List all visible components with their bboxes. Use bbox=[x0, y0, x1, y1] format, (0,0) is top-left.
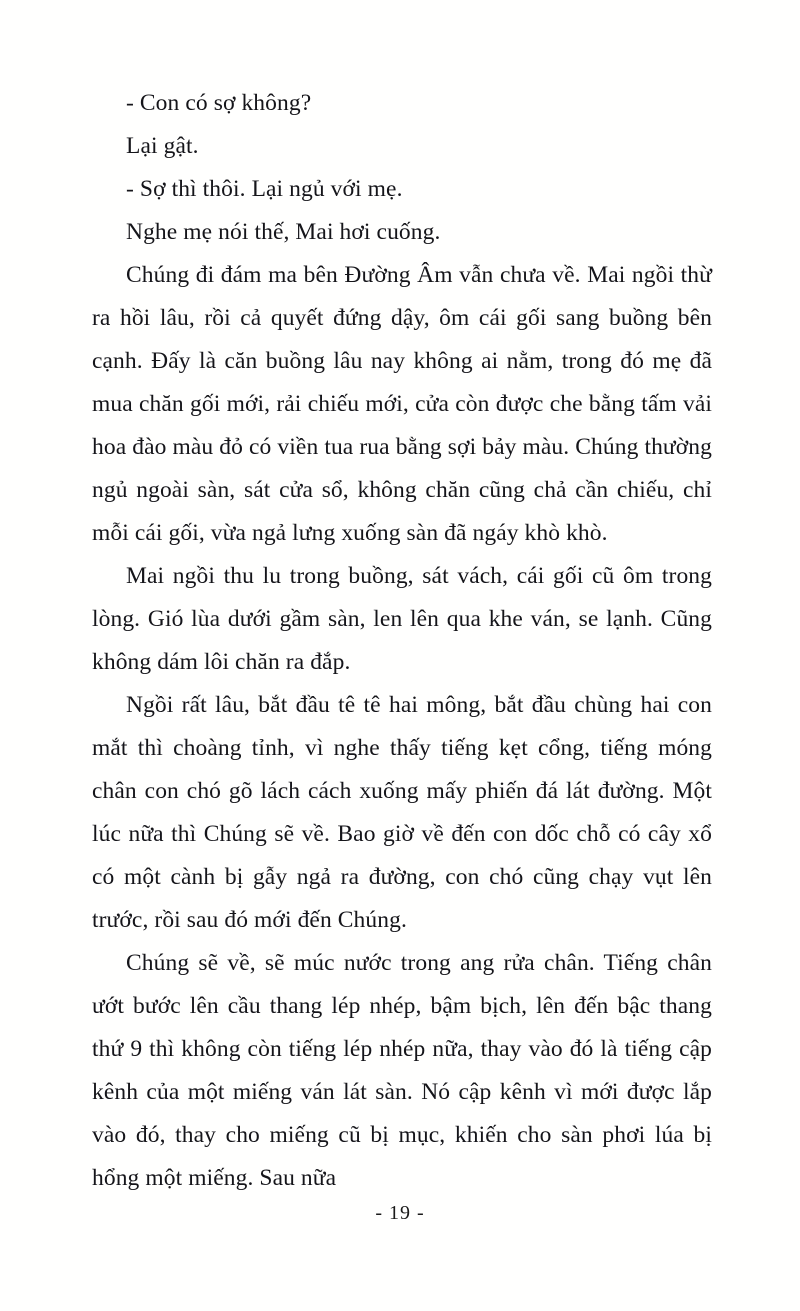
paragraph: Mai ngồi thu lu trong buồng, sát vách, cái gối cũ ôm trong lòng. Gió lùa dưới gầm sàn, len lên qua khe ván, se lạnh. Cũng không dám lôi chăn ra đắp. bbox=[92, 563, 712, 675]
paragraph: Ngồi rất lâu, bắt đầu tê tê hai mông, bắt đầu chùng hai con mắt thì choàng tỉnh, vì nghe thấy tiếng kẹt cổng, tiếng móng chân con chó gõ lách cách xuống mấy phiến đá lát đường. Một lúc nữa thì Chúng sẽ về. Bao giờ về đến con dốc chỗ có cây xổ có một cành bị gẫy ngả ra đường, con chó cũng chạy vụt lên trước, rồi sau đó mới đến Chúng. bbox=[92, 692, 712, 933]
paragraph: - Sợ thì thôi. Lại ngủ với mẹ. bbox=[126, 176, 403, 202]
page-number: - 19 - bbox=[375, 1202, 425, 1224]
paragraph: Lại gật. bbox=[126, 133, 199, 159]
paragraph: Chúng đi đám ma bên Đường Âm vẫn chưa về. Mai ngồi thừ ra hồi lâu, rồi cả quyết đứng dậy, ôm cái gối sang buồng bên cạnh. Đấy là căn buồng lâu nay không ai nằm, trong đó mẹ đã mua chăn gối mới, rải chiếu mới, cửa còn được che bằng tấm vải hoa đào màu đỏ có viền tua rua bằng sợi bảy màu. Chúng thường ngủ ngoài sàn, sát cửa sổ, không chăn cũng chả cần chiếu, chỉ mỗi cái gối, vừa ngả lưng xuống sàn đã ngáy khò khò. bbox=[92, 262, 712, 546]
paragraph: - Con có sợ không? bbox=[126, 90, 312, 116]
paragraph: Chúng sẽ về, sẽ múc nước trong ang rửa chân. Tiếng chân ướt bước lên cầu thang lép nhép, bậm bịch, lên đến bậc thang thứ 9 thì không còn tiếng lép nhép nữa, thay vào đó là tiếng cập kênh của một miếng ván lát sàn. Nó cập kênh vì mới được lắp vào đó, thay cho miếng cũ bị mục, khiến cho sàn phơi lúa bị hổng một miếng. Sau nữa bbox=[92, 950, 712, 1191]
paragraph: Nghe mẹ nói thế, Mai hơi cuống. bbox=[126, 219, 441, 245]
page-text-body bbox=[92, 82, 712, 1200]
